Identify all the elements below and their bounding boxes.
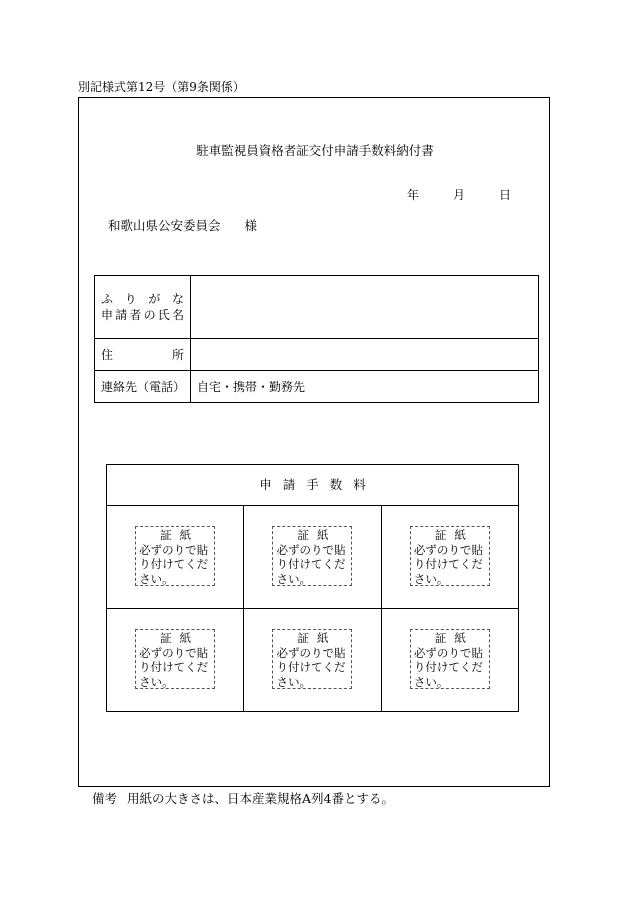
stamp-title: 証紙 [434,528,474,542]
date-month-label: 月 [453,188,466,202]
label-glyph: 話 [161,379,174,394]
applicant-name-field[interactable] [191,276,539,339]
applicant-name-row [95,276,539,339]
remarks-text: 用紙の大きさは、日本産業規格A列4番とする。 [127,791,394,806]
address-row [95,339,539,371]
address-label [95,347,190,363]
stamp-title: 証紙 [160,528,200,542]
remarks [92,791,394,807]
stamp-instruction: 必ずのりで貼り付けてください。 [276,645,346,689]
phone-field[interactable] [191,371,539,403]
stamp-cell[interactable] [244,506,381,609]
document-title: 駐車監視員資格者証交付申請手数料納付書 [196,143,434,158]
stamp-title: 証紙 [297,631,337,645]
label-glyph: 名 [171,308,184,322]
label-glyph: 連 [101,379,114,394]
label-glyph: ） [173,379,186,394]
applicant-name-label [95,307,190,323]
stamp-cell[interactable] [381,506,518,609]
date-year-label: 年 [407,188,420,202]
address-label-cell [95,339,191,371]
stamp-title: 証紙 [434,631,474,645]
date-day-label: 日 [499,188,512,202]
stamp-placeholder [135,629,215,689]
stamp-row [107,506,519,609]
phone-label [95,379,190,395]
label-glyph: 氏 [157,308,170,322]
stamp-instruction: 必ずのりで貼り付けてください。 [413,542,483,586]
label-glyph: 請 [115,308,128,322]
stamp-cell[interactable] [107,506,244,609]
stamp-title: 証紙 [160,631,200,645]
stamp-cell[interactable] [244,609,381,712]
stamp-instruction: 必ずのりで貼り付けてください。 [139,645,209,689]
label-glyph: ふ [101,292,114,306]
label-glyph: 先 [125,379,138,394]
stamp-instruction: 必ずのりで貼り付けてください。 [139,542,209,586]
stamp-instruction: 必ずのりで貼り付けてください。 [276,542,346,586]
stamp-cell[interactable] [107,609,244,712]
stamp-instruction: 必ずのりで貼り付けてください。 [413,645,483,689]
phone-label-cell [95,371,191,403]
applicant-name-label-cell [95,276,191,339]
label-glyph: 電 [149,379,162,394]
furigana-label [95,291,190,307]
addressee-honorific: 様 [244,218,258,233]
label-glyph: の [143,308,156,322]
label-glyph: 所 [171,347,184,362]
stamp-row [107,609,519,712]
label-glyph: （ [137,379,150,394]
stamp-placeholder [410,629,490,689]
applicant-info-table [94,275,539,403]
stamp-placeholder [135,526,215,586]
stamp-placeholder [410,526,490,586]
label-glyph: 住 [101,347,114,362]
form-number: 別記様式第12号（第9条関係） [78,80,245,94]
address-field[interactable] [191,339,539,371]
stamp-placeholder [272,629,352,689]
phone-options: 自宅・携帯・勤務先 [197,379,306,394]
remarks-label: 備考 [92,791,118,806]
stamp-title: 証紙 [297,528,337,542]
label-glyph: が [148,292,161,306]
label-glyph: 者 [129,308,142,322]
label-glyph: 申 [101,308,114,322]
addressee [108,218,257,234]
phone-row [95,371,539,403]
label-glyph: り [124,292,137,306]
fee-header: 申請手数料 [107,465,519,506]
fee-stamp-table [106,464,519,712]
stamp-placeholder [272,526,352,586]
label-glyph: 絡 [113,379,126,394]
label-glyph: な [171,292,184,306]
stamp-cell[interactable] [381,609,518,712]
addressee-name: 和歌山県公安委員会 [108,218,221,233]
